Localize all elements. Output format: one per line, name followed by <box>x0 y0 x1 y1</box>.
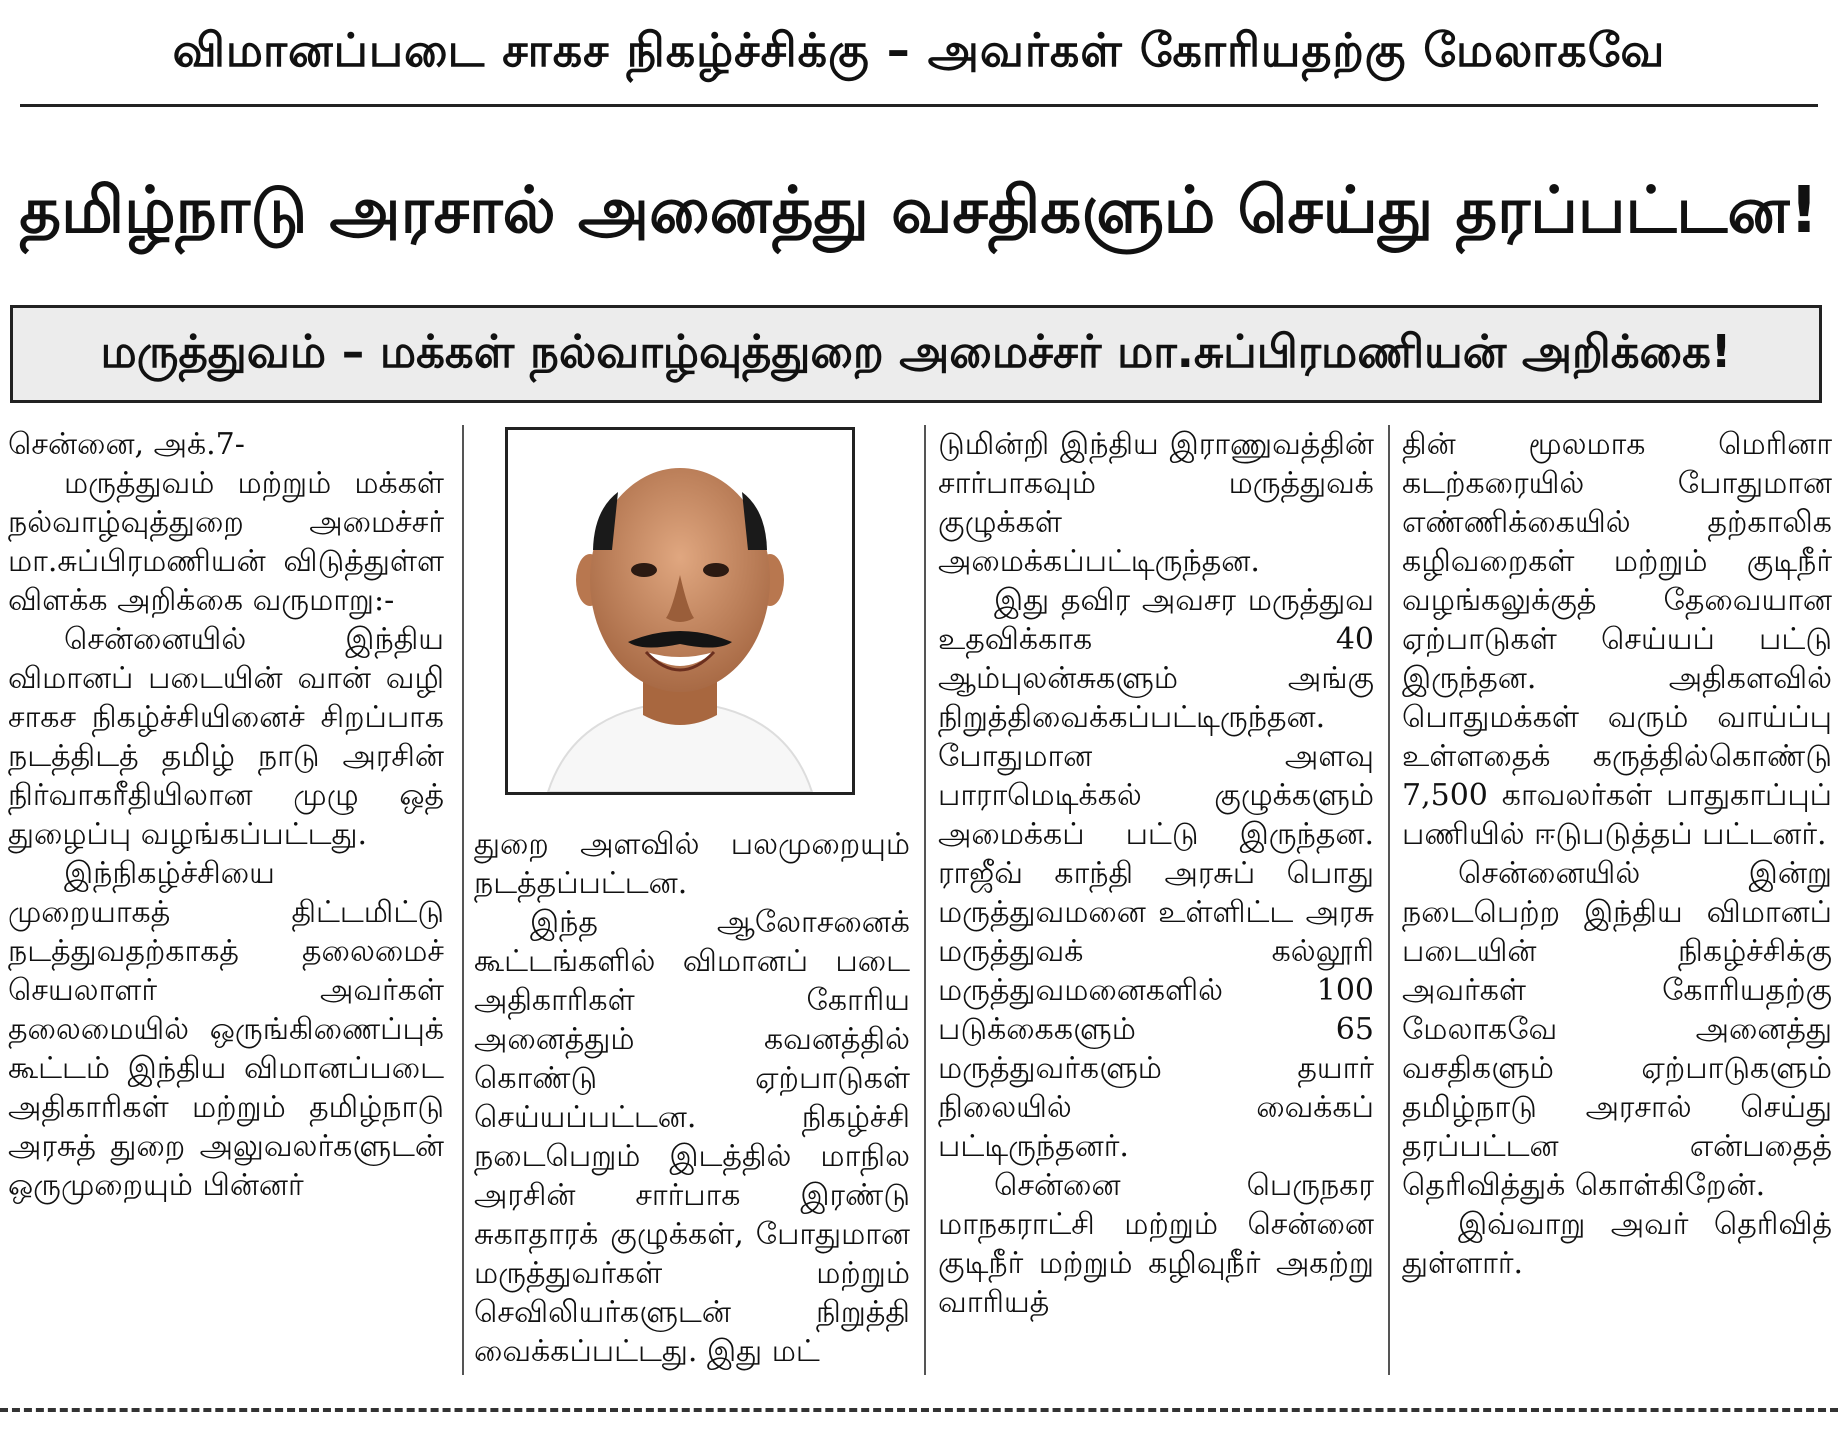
paragraph: சென்னையில் இந்திய விமானப் படையின் வான் வழி சாகச நிகழ்ச்சியினைச் சிறப்பாக நடத்திடத் தமிழ் நாடு அரசின் நிர்வாகரீதியிலான முழு ஒத் துழைப்பு வழங்கப்பட்டது. <box>8 622 444 852</box>
subheadline: மருத்துவம் – மக்கள் நல்வாழ்வுத்துறை அமைச்சர் மா.சுப்பிரமணியன் அறிக்கை! <box>100 324 1732 378</box>
paragraph: இவ்வாறு அவர் தெரிவித் துள்ளார். <box>1402 1207 1832 1281</box>
minister-photo <box>505 427 855 795</box>
column-divider <box>924 425 926 1375</box>
column-divider <box>462 425 464 1375</box>
article-column-1 <box>8 425 444 1205</box>
portrait-image <box>508 430 852 792</box>
subheadline-box <box>10 305 1822 403</box>
article-column-2 <box>474 825 910 1371</box>
paragraph: சென்னை பெருநகர மாநகராட்சி மற்றும் சென்னை குடிநீர் மற்றும் கழிவுநீர் அகற்று வாரியத் <box>938 1168 1374 1320</box>
article-column-4 <box>1402 425 1832 1283</box>
column-divider <box>1388 425 1390 1375</box>
article-column-3 <box>938 425 1374 1322</box>
dateline: சென்னை, அக்.7- <box>8 427 245 462</box>
paragraph: மருத்துவம் மற்றும் மக்கள் நல்வாழ்வுத்துறை அமைச்சர் மா.சுப்பிரமணியன் விடுத்துள்ள விளக்க அறிக்கை வருமாறு:- <box>8 466 444 618</box>
paragraph: துறை அளவில் பலமுறையும் நடத்தப்பட்டன. <box>474 827 910 901</box>
paragraph: டுமின்றி இந்திய இராணுவத்தின் சார்பாகவும் மருத்துவக் குழுக்கள் அமைக்கப்பட்டிருந்தன. <box>938 427 1374 579</box>
paragraph: இந்த ஆலோசனைக் கூட்டங்களில் விமானப் படை அதிகாரிகள் கோரிய அனைத்தும் கவனத்தில் கொண்டு ஏற்பாடுகள் செய்யப்பட்டன. நிகழ்ச்சி நடைபெறும் இடத்தில் மாநில அரசின் சார்பாக இரண்டு சுகாதாரக் குழுக்கள், போதுமான மருத்துவர்கள் மற்றும் செவிலியர்களுடன் நிறுத்தி வைக்கப்பட்டது. இது மட் <box>474 905 910 1369</box>
paragraph: இந்நிகழ்ச்சியை முறையாகத் திட்டமிட்டு நடத்துவதற்காகத் தலைமைச் செயலாளர் அவர்கள் தலைமையில் ஒருங்கிணைப்புக் கூட்டம் இந்திய விமானப்படை அதிகாரிகள் மற்றும் தமிழ்நாடு அரசுத் துறை அலுவலர்களுடன் ஒருமுறையும் பின்னர் <box>8 856 444 1203</box>
top-rule <box>20 104 1818 107</box>
kicker-headline: விமானப்படை சாகச நிகழ்ச்சிக்கு – அவர்கள் கோரியதற்கு மேலாகவே <box>172 22 1666 77</box>
main-headline: தமிழ்நாடு அரசால் அனைத்து வசதிகளும் செய்து தரப்பட்டன! <box>19 174 1819 248</box>
paragraph: சென்னையில் இன்று நடைபெற்ற இந்திய விமானப் படையின் நிகழ்ச்சிக்கு அவர்கள் கோரியதற்கு மேலாகவே அனைத்து வசதிகளும் ஏற்பாடுகளும் தமிழ்நாடு அரசால் செய்து தரப்பட்டன என்பதைத் தெரிவித்துக் கொள்கிறேன். <box>1402 856 1832 1203</box>
bottom-dashed-rule <box>0 1408 1838 1412</box>
paragraph: தின் மூலமாக மெரினா கடற்கரையில் போதுமான எண்ணிக்கையில் தற்காலிக கழிவறைகள் மற்றும் குடிநீர் வழங்கலுக்குத் தேவையான ஏற்பாடுகள் செய்யப் பட்டு இருந்தன. அதிகளவில் பொதுமக்கள் வரும் வாய்ப்பு உள்ளதைக் கருத்தில்கொண்டு 7,500 காவலர்கள் பாதுகாப்புப் பணியில் ஈடுபடுத்தப் பட்டனர். <box>1402 427 1832 852</box>
paragraph: இது தவிர அவசர மருத்துவ உதவிக்காக 40 ஆம்புலன்சுகளும் அங்கு நிறுத்திவைக்கப்பட்டிருந்தன. போதுமான அளவு பாராமெடிக்கல் குழுக்களும் அமைக்கப் பட்டு இருந்தன. ராஜீவ் காந்தி அரசுப் பொது மருத்துவமனை உள்ளிட்ட அரசு மருத்துவக் கல்லூரி மருத்துவமனைகளில் 100 படுக்கைகளும் 65 மருத்துவர்களும் தயார் நிலையில் வைக்கப் பட்டிருந்தனர். <box>938 583 1374 1164</box>
